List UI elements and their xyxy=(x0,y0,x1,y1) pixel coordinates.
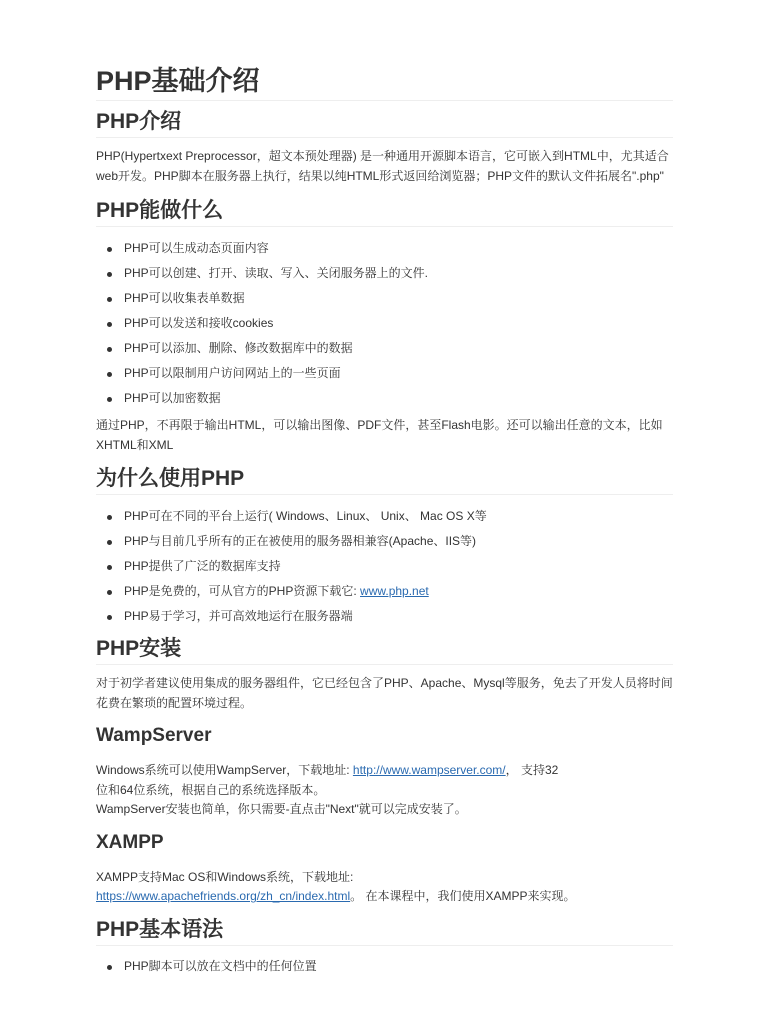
list-item: PHP可在不同的平台上运行( Windows、Linux、 Unix、 Mac OS X等 xyxy=(124,509,673,524)
section-heading-can-do: PHP能做什么 xyxy=(96,196,673,227)
wamp-line1-post: ， 支持32 xyxy=(505,763,559,777)
section-heading-intro: PHP介绍 xyxy=(96,107,673,138)
can-do-list xyxy=(96,241,673,406)
list-item: PHP可以创建、打开、读取、写入、关闭服务器上的文件. xyxy=(124,266,673,281)
list-item: PHP提供了广泛的数据库支持 xyxy=(124,559,673,574)
list-item: PHP可以限制用户访问网站上的一些页面 xyxy=(124,366,673,381)
syntax-list xyxy=(96,959,673,974)
list-item: PHP可以添加、删除、修改数据库中的数据 xyxy=(124,341,673,356)
list-item: PHP可以发送和接收cookies xyxy=(124,316,673,331)
list-item: PHP与目前几乎所有的正在被使用的服务器相兼容(Apache、IIS等) xyxy=(124,534,673,549)
section-heading-why: 为什么使用PHP xyxy=(96,464,673,495)
wampserver-link[interactable]: http://www.wampserver.com/ xyxy=(352,763,506,777)
apachefriends-link[interactable]: https://www.apachefriends.org/zh_cn/index.html xyxy=(96,889,351,903)
page-title: PHP基础介绍 xyxy=(96,62,673,101)
xampp-paragraph xyxy=(96,868,673,907)
xampp-line1-text: XAMPP支持Mac OS和Windows系统，下载地址: xyxy=(96,869,354,884)
list-item: PHP易于学习，并可高效地运行在服务器端 xyxy=(124,609,673,624)
subheading-xampp: XAMPP xyxy=(96,831,164,853)
section-heading-install: PHP安装 xyxy=(96,634,673,665)
can-do-footer-paragraph: 通过PHP，不再限于输出HTML，可以输出图像、PDF文件，甚至Flash电影。还可以输出任意的文本，比如XHTML和XML xyxy=(96,418,663,452)
section-heading-syntax: PHP基本语法 xyxy=(96,915,673,946)
xampp-post-text: 。 在本课程中，我们使用XAMPP来实现。 xyxy=(350,889,576,903)
wamp-line3-text: WampServer安装也简单，你只需要-直点击"Next"就可以完成安装了。 xyxy=(96,802,467,816)
intro-paragraph: PHP(Hypertxext Preprocessor，超文本预处理器) 是一种通用开源脚本语言，它可嵌入到HTML中，尤其适合web开发。PHP脚本在服务器上执行，结果以纯HTML形式返回给浏览器；PHP文件的默认文件拓展名".php" xyxy=(96,149,669,183)
why-list xyxy=(96,509,673,624)
php-net-link[interactable]: www.php.net xyxy=(360,584,429,598)
list-item: PHP可以生成动态页面内容 xyxy=(124,241,673,256)
free-text: PHP是免费的，可从官方的PHP资源下载它: xyxy=(124,584,361,598)
wamp-paragraph xyxy=(96,761,673,820)
list-item xyxy=(124,584,673,599)
subheading-wampserver: WampServer xyxy=(96,725,212,746)
list-item: PHP可以加密数据 xyxy=(124,391,673,406)
install-paragraph: 对于初学者建议使用集成的服务器组件，它已经包含了PHP、Apache、Mysql等服务，免去了开发人员将时间花费在繁琐的配置环境过程。 xyxy=(96,676,673,710)
list-item: PHP脚本可以放在文档中的任何位置 xyxy=(124,959,673,974)
wamp-line2-text: 位和64位系统，根据自己的系统选择版本。 xyxy=(96,782,326,797)
document-content xyxy=(96,62,673,984)
wamp-line1-text: Windows系统可以使用WampServer，下载地址: xyxy=(96,763,353,777)
list-item: PHP可以收集表单数据 xyxy=(124,291,673,306)
